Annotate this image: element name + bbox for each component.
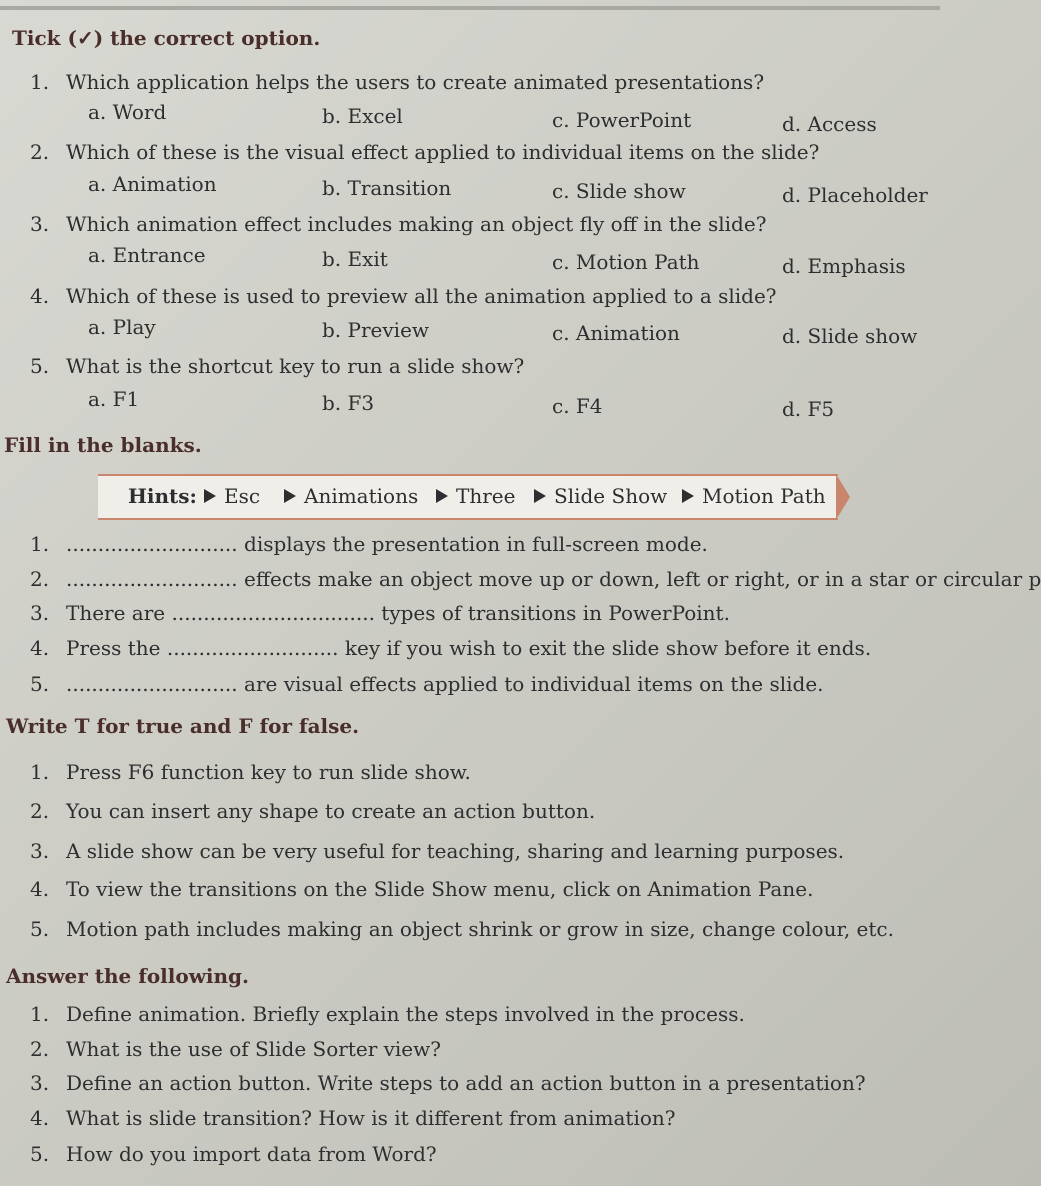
item-text: How do you import data from Word? (66, 1142, 437, 1166)
item-text: To view the transitions on the Slide Show menu, click on Animation Pane. (66, 877, 814, 901)
tick-question-1 (30, 70, 764, 94)
hint-text: Slide Show (554, 484, 668, 508)
item-text: Define an action button. Write steps to add an action button in a presentation? (66, 1071, 866, 1095)
tick-q3-option-c[interactable]: c. Motion Path (552, 250, 700, 274)
tick-q1-option-c[interactable]: c. PowerPoint (552, 108, 692, 132)
tick-q5-option-c[interactable]: c. F4 (552, 394, 603, 418)
blank-line[interactable]: ........................... (66, 567, 238, 591)
tick-q1-option-a[interactable]: a. Word (88, 100, 167, 124)
hint-text: Esc (224, 484, 261, 508)
item-number: 4. (30, 1106, 50, 1130)
hints-label: Hints: (128, 484, 197, 508)
item-text-pre: Press the (66, 636, 167, 660)
fill-item-4 (30, 636, 871, 660)
item-number: 1. (30, 1002, 50, 1026)
question-text: What is the shortcut key to run a slide show? (66, 354, 525, 378)
item-text: You can insert any shape to create an action button. (66, 799, 596, 823)
tick-q5-option-d[interactable]: d. F5 (782, 397, 835, 421)
fill-item-2 (30, 567, 1041, 591)
question-text: Which of these is used to preview all the animation applied to a slide? (66, 284, 777, 308)
tick-q2-option-c[interactable]: c. Slide show (552, 179, 686, 203)
tick-q3-option-d[interactable]: d. Emphasis (782, 254, 906, 278)
arrow-right-icon (534, 489, 546, 503)
top-rule (0, 6, 940, 10)
item-number: 5. (30, 1142, 50, 1166)
item-text: Define animation. Briefly explain the steps involved in the process. (66, 1002, 745, 1026)
blank-line[interactable]: ........................... (66, 672, 238, 696)
question-number: 1. (30, 70, 50, 94)
tick-question-2 (30, 140, 819, 164)
item-text-post: effects make an object move up or down, left or right, or in a star or circular p (237, 567, 1041, 591)
truefalse-item-5[interactable] (30, 917, 894, 941)
item-text-pre: There are (66, 601, 172, 625)
tick-q4-option-b[interactable]: b. Preview (322, 318, 430, 342)
tick-section-title: Tick (✓) the correct option. (12, 26, 321, 50)
blank-line[interactable]: ................................ (171, 601, 375, 625)
item-text: Motion path includes making an object shrink or grow in size, change colour, etc. (66, 917, 894, 941)
question-text: Which of these is the visual effect applied to individual items on the slide? (66, 140, 820, 164)
fill-item-1 (30, 532, 708, 556)
tick-q1-option-d[interactable]: d. Access (782, 112, 877, 136)
tick-q4-option-a[interactable]: a. Play (88, 315, 156, 339)
tick-q3-option-a[interactable]: a. Entrance (88, 243, 206, 267)
answer-section-title: Answer the following. (6, 964, 250, 988)
hint-item (284, 484, 418, 508)
tick-q5-option-a[interactable]: a. F1 (88, 387, 140, 411)
truefalse-item-3[interactable] (30, 839, 844, 863)
tick-q3-option-b[interactable]: b. Exit (322, 247, 388, 271)
hint-text: Motion Path (702, 484, 826, 508)
blank-line[interactable]: ........................... (166, 636, 339, 660)
item-number: 4. (30, 877, 50, 901)
question-number: 5. (30, 354, 50, 378)
arrow-right-icon (436, 489, 448, 503)
answer-item-5 (30, 1142, 437, 1166)
question-number: 3. (30, 212, 50, 236)
question-number: 4. (30, 284, 50, 308)
item-text-post: key if you wish to exit the slide show before it ends. (338, 636, 872, 660)
item-text-post: types of transitions in PowerPoint. (374, 601, 730, 625)
hint-text: Animations (304, 484, 419, 508)
answer-item-3 (30, 1071, 866, 1095)
answer-item-4 (30, 1106, 676, 1130)
tick-question-5 (30, 354, 524, 378)
arrow-right-icon (204, 489, 216, 503)
question-number: 2. (30, 140, 50, 164)
question-text: Which animation effect includes making an object fly off in the slide? (66, 212, 767, 236)
item-number: 4. (30, 636, 50, 660)
item-text: Press F6 function key to run slide show. (66, 760, 471, 784)
item-text: What is slide transition? How is it different from animation? (66, 1106, 676, 1130)
item-number: 2. (30, 799, 50, 823)
item-number: 2. (30, 1037, 50, 1061)
tick-q2-option-d[interactable]: d. Placeholder (782, 183, 928, 207)
tick-q2-option-a[interactable]: a. Animation (88, 172, 217, 196)
item-number: 5. (30, 672, 50, 696)
answer-item-1 (30, 1002, 745, 1026)
tick-question-4 (30, 284, 777, 308)
fill-item-5 (30, 672, 824, 696)
item-number: 3. (30, 601, 50, 625)
hint-item (682, 484, 826, 508)
question-text: Which application helps the users to create animated presentations? (66, 70, 765, 94)
tick-q1-option-b[interactable]: b. Excel (322, 104, 403, 128)
blank-line[interactable]: ........................... (66, 532, 238, 556)
fill-item-3 (30, 601, 730, 625)
item-number: 3. (30, 1071, 50, 1095)
truefalse-section-title: Write T for true and F for false. (6, 714, 360, 738)
truefalse-item-2[interactable] (30, 799, 595, 823)
tick-q4-option-c[interactable]: c. Animation (552, 321, 680, 345)
truefalse-item-1[interactable] (30, 760, 471, 784)
hint-item (204, 484, 260, 508)
arrow-right-icon (284, 489, 296, 503)
answer-item-2 (30, 1037, 441, 1061)
hint-item (534, 484, 667, 508)
hint-item (436, 484, 515, 508)
hints-bar-arrow-cap (836, 474, 850, 520)
tick-question-3 (30, 212, 766, 236)
truefalse-item-4[interactable] (30, 877, 813, 901)
tick-q5-option-b[interactable]: b. F3 (322, 391, 375, 415)
item-number: 2. (30, 567, 50, 591)
item-text: A slide show can be very useful for teaching, sharing and learning purposes. (66, 839, 845, 863)
item-text: What is the use of Slide Sorter view? (66, 1037, 441, 1061)
item-text-post: displays the presentation in full-screen mode. (237, 532, 708, 556)
item-text-post: are visual effects applied to individual items on the slide. (237, 672, 824, 696)
hint-text: Three (456, 484, 516, 508)
item-number: 1. (30, 760, 50, 784)
arrow-right-icon (682, 489, 694, 503)
hints-bar (98, 474, 838, 520)
tick-q2-option-b[interactable]: b. Transition (322, 176, 452, 200)
tick-q4-option-d[interactable]: d. Slide show (782, 324, 918, 348)
item-number: 1. (30, 532, 50, 556)
item-number: 5. (30, 917, 50, 941)
item-number: 3. (30, 839, 50, 863)
fill-section-title: Fill in the blanks. (4, 433, 202, 457)
